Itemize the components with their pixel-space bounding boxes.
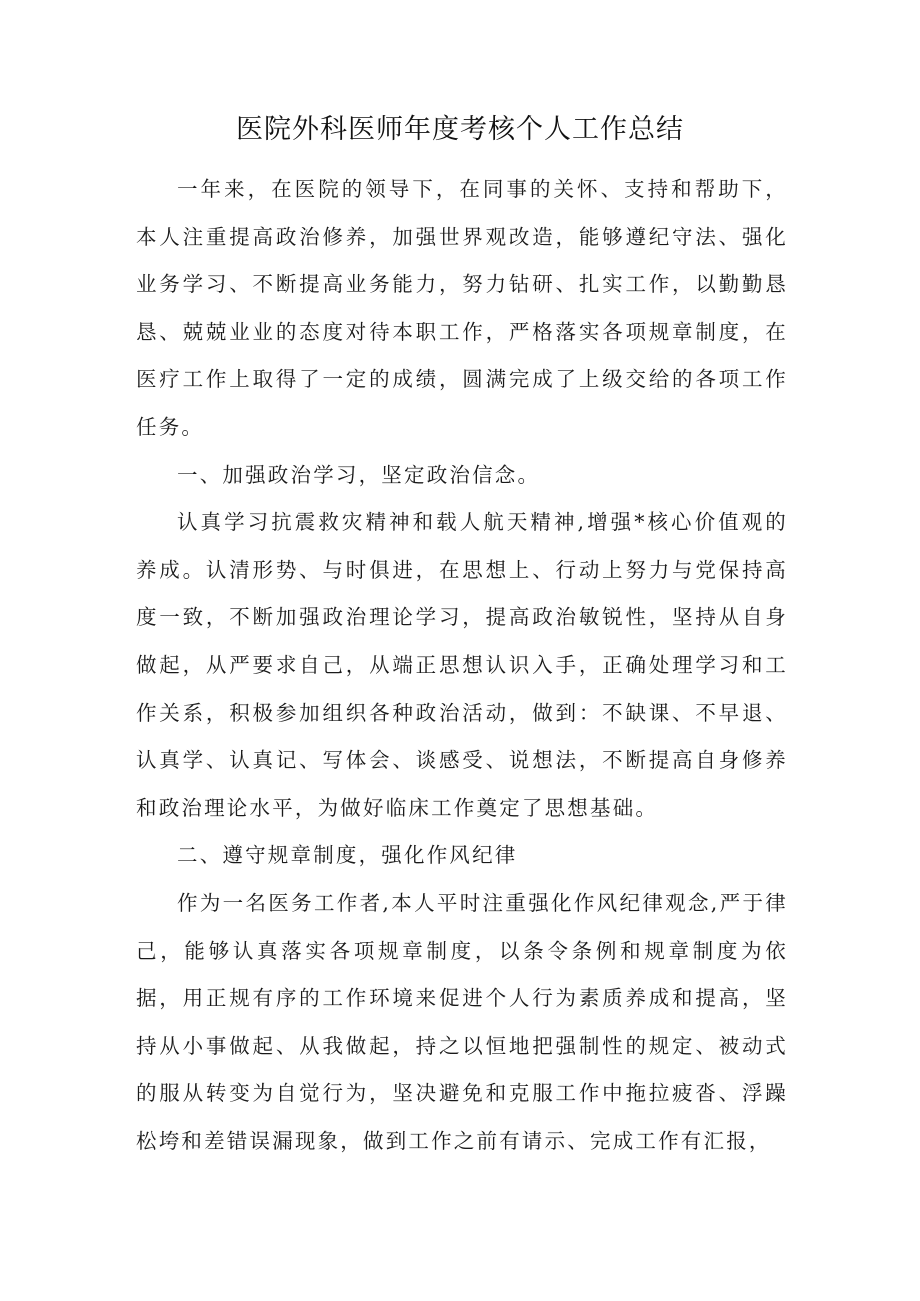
section-heading-1: 一、加强政治学习，坚定政治信念。 — [177, 462, 541, 487]
paragraph-political-study: 认真学习抗震救灾精神和载人航天精神,增强*核心价值观的养成。认清形势、与时俱进，在思想上、行动上努力与党保持高度一致，不断加强政治理论学习，提高政治敏锐性，坚持从自身做起，从严要求自己，从端正思想认识入手，正确处理学习和工作关系，积极参加组织各种政治活动，做到：不缺课、不早退、认真学、认真记、写体会、谈感受、说想法，不断提高自身修养和政治理论水平，为做好临床工作奠定了思想基础。 — [136, 510, 788, 820]
document-body — [136, 166, 788, 1165]
document-title: 医院外科医师年度考核个人工作总结 — [236, 114, 684, 145]
paragraph-discipline: 作为一名医务工作者,本人平时注重强化作风纪律观念,严于律己，能够认真落实各项规章制度，以条令条例和规章制度为依据，用正规有序的工作环境来促进个人行为素质养成和提高，坚持从小事做起、从我做起，持之以恒地把强制性的规定、被动式的服从转变为自觉行为，坚决避免和克服工作中拖拉疲沓、浮躁松垮和差错误漏现象，做到工作之前有请示、完成工作有汇报， — [136, 890, 788, 1153]
paragraph-intro: 一年来，在医院的领导下，在同事的关怀、支持和帮助下，本人注重提高政治修养，加强世界观改造，能够遵纪守法、强化业务学习、不断提高业务能力，努力钻研、扎实工作，以勤勤恳恳、兢兢业业的态度对待本职工作，严格落实各项规章制度，在医疗工作上取得了一定的成绩，圆满完成了上级交给的各项工作任务。 — [136, 177, 788, 439]
section-heading-2: 二、遵守规章制度，强化作风纪律 — [177, 843, 518, 868]
